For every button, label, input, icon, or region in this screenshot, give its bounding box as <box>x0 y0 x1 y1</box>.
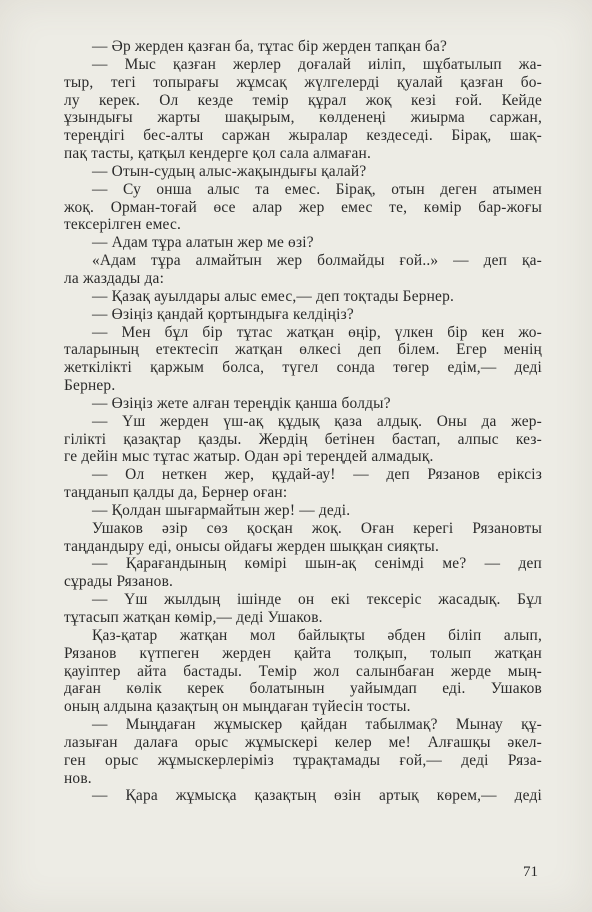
text-line: — Әр жерден қазған ба, тұтас бір жерден тапқан ба? <box>92 38 448 55</box>
text-line: ге дейін мыс тұтас жатыр. Одан әрі тереңдей алмадық. <box>64 448 434 466</box>
text-line: — Үш жерден үш-ақ құдық қаза алдық. Оны да жер- <box>92 412 542 430</box>
text-line: нов. <box>64 769 92 787</box>
text-line: «Адам тұра алмайтын жер болмайды ғой..» — деп қа- <box>92 252 542 270</box>
text-line: — Отын-судың алыс-жақындығы қалай? <box>92 162 367 180</box>
text-line: даған көлік керек болатынын уайымдап еді. Ушаков <box>64 680 542 698</box>
text-line: — Мен бұл бір тұтас жатқан өңір, үлкен бір кен жо- <box>92 323 542 341</box>
text-line: — Қара жұмысқа қазақтың өзін артық көрем,— деді <box>92 787 542 805</box>
text-line: ла жаздады да: <box>64 269 165 287</box>
text-line: жоқ. Орман-тоғай өсе алар жер емес те, көмір бар-жоғы <box>64 198 542 216</box>
text-line: ген орыс жұмыскерлеріміз тұрақтамады ғой,— деді Ряза- <box>64 751 542 769</box>
text-line: — Қазақ ауылдары алыс емес,— деп тоқтады Бернер. <box>92 287 455 305</box>
text-line: гілікті қазақтар қазды. Жердің бетінен бастап, алпыс кез- <box>64 430 542 448</box>
text-line: ұзындығы жарты шақырым, көлденеңі жиырма саржан, <box>64 109 542 127</box>
text-line: таңданып қалды да, Бернер оған: <box>64 484 288 502</box>
text-line: жеткілікті қаржым болса, түгел сонда төгер едім,— деді <box>64 359 542 377</box>
text-line: — Мыңдаған жұмыскер қайдан табылмақ? Мынау құ- <box>92 716 542 734</box>
text-line: лу керек. Ол кезде темір құрал жоқ кезі ғой. Кейде <box>64 91 542 109</box>
text-line: тыр, тегі топырағы жұмсақ жүлгелерді қуалай қазған бо- <box>64 73 542 91</box>
text-line: қауіптер айта бастады. Темір жол салынбаған жерде мың- <box>64 662 542 680</box>
page-number: 71 <box>523 864 538 880</box>
text-line: тұтасып жатқан көмір,— деді Ушаков. <box>64 609 323 626</box>
text-line: Бернер. <box>64 377 116 395</box>
text-line: — Ол неткен жер, құдай-ау! — деп Рязанов еріксіз <box>92 466 542 484</box>
text-line: тереңдігі бес-алты саржан жыралар кездеседі. Бірақ, шақ- <box>64 127 542 145</box>
text-line: Ушаков әзір сөз қосқан жоқ. Оған керегі Рязановты <box>92 519 542 537</box>
text-line: Қаз-қатар жатқан мол байлықты әбден біліп алып, <box>92 626 542 644</box>
text-line: лазыған далаға орыс жұмыскері келер ме! Алғашқы әкел- <box>64 733 542 751</box>
text-line: — Үш жылдың ішінде он екі тексеріс жасадық. Бұл <box>92 591 542 609</box>
text-line: таңдандыру еді, онысы ойдағы жерден шыққан сияқты. <box>64 537 440 555</box>
text-line: — Адам тұра алатын жер ме өзі? <box>92 234 314 252</box>
text-line: — Қолдан шығармайтын жер! — деді. <box>92 501 351 519</box>
text-line: — Су онша алыс та емес. Бірақ, отын деген атымен <box>92 180 542 198</box>
text-line: — Қарағандының көмірі шын-ақ сенімді ме? — деп <box>92 555 542 573</box>
text-line: пақ тасты, қатқыл кендерге қол сала алмаған. <box>64 145 372 163</box>
page-text <box>64 38 542 805</box>
text-line: — Өзіңіз қандай қортындыға келдіңіз? <box>92 305 354 323</box>
text-line: таларының етектесіп жатқан өлкесі деп білем. Егер менің <box>64 341 542 359</box>
text-line: сұрады Рязанов. <box>64 573 174 591</box>
text-line: Рязанов күтпеген жерден қайта толқып, толып жатқан <box>64 644 542 662</box>
text-line: оның алдына қазақтың он мыңдаған түйесін тосты. <box>64 698 411 716</box>
text-line: — Мыс қазған жерлер доғалай иіліп, шұбатылып жа- <box>92 55 542 73</box>
text-line: тексерілген емес. <box>64 216 182 234</box>
text-line: — Өзіңіз жете алған тереңдік қанша болды? <box>92 394 391 412</box>
